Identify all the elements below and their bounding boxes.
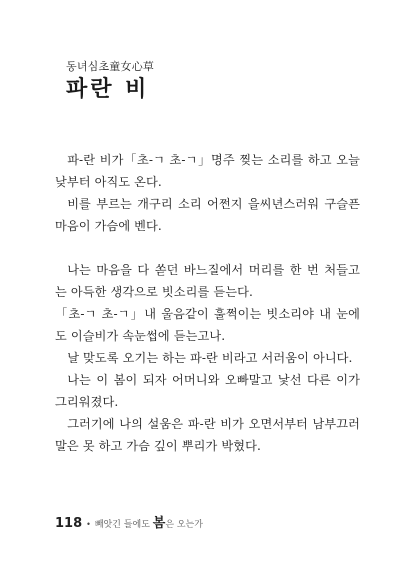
paragraph: 나는 이 봄이 되자 어머니와 오빠말고 낯선 다른 이가 그리워졌다. — [55, 373, 360, 409]
paragraph: 나는 마음을 다 쏟던 바느질에서 머리를 한 번 처들고는 아득한 생각으로 빗소리를 듣는다. — [55, 263, 360, 299]
section-header — [66, 58, 154, 102]
paragraph: 비를 부르는 개구리 소리 어쩐지 을씨년스러워 구슬픈 마음이 가슴에 벤다. — [55, 197, 360, 233]
footer-separator: • — [86, 520, 91, 529]
paragraph-gap — [55, 237, 360, 259]
book-title-post: 은 오는가 — [165, 520, 203, 530]
book-title-accent: 봄 — [152, 516, 166, 531]
page-footer — [55, 512, 203, 531]
paragraph: 파-란 비가「초-ㄱ 초-ㄱ」명주 찢는 소리를 하고 오늘 낮부터 아직도 온다. — [55, 153, 360, 189]
paragraph: 그러기에 나의 설움은 파-란 비가 오면서부터 남부끄러 말은 못 하고 가슴 깊이 뿌리가 박혔다. — [55, 417, 360, 453]
body-text — [55, 149, 360, 457]
book-title — [95, 512, 203, 531]
paragraph: 날 맞도록 오기는 하는 파-란 비라고 서러움이 아니다. — [67, 351, 353, 365]
paragraph: 「초-ㄱ 초-ㄱ」내 울음같이 훌쩍이는 빗소리야 내 눈에도 이슬비가 속눈썹에 듣는고나. — [55, 307, 360, 343]
page-number: 118 — [55, 516, 83, 531]
page-title: 파란 비 — [66, 76, 150, 102]
book-title-pre: 빼앗긴 들에도 — [94, 520, 153, 530]
section-kicker: 동녀심초童女心草 — [66, 60, 155, 73]
